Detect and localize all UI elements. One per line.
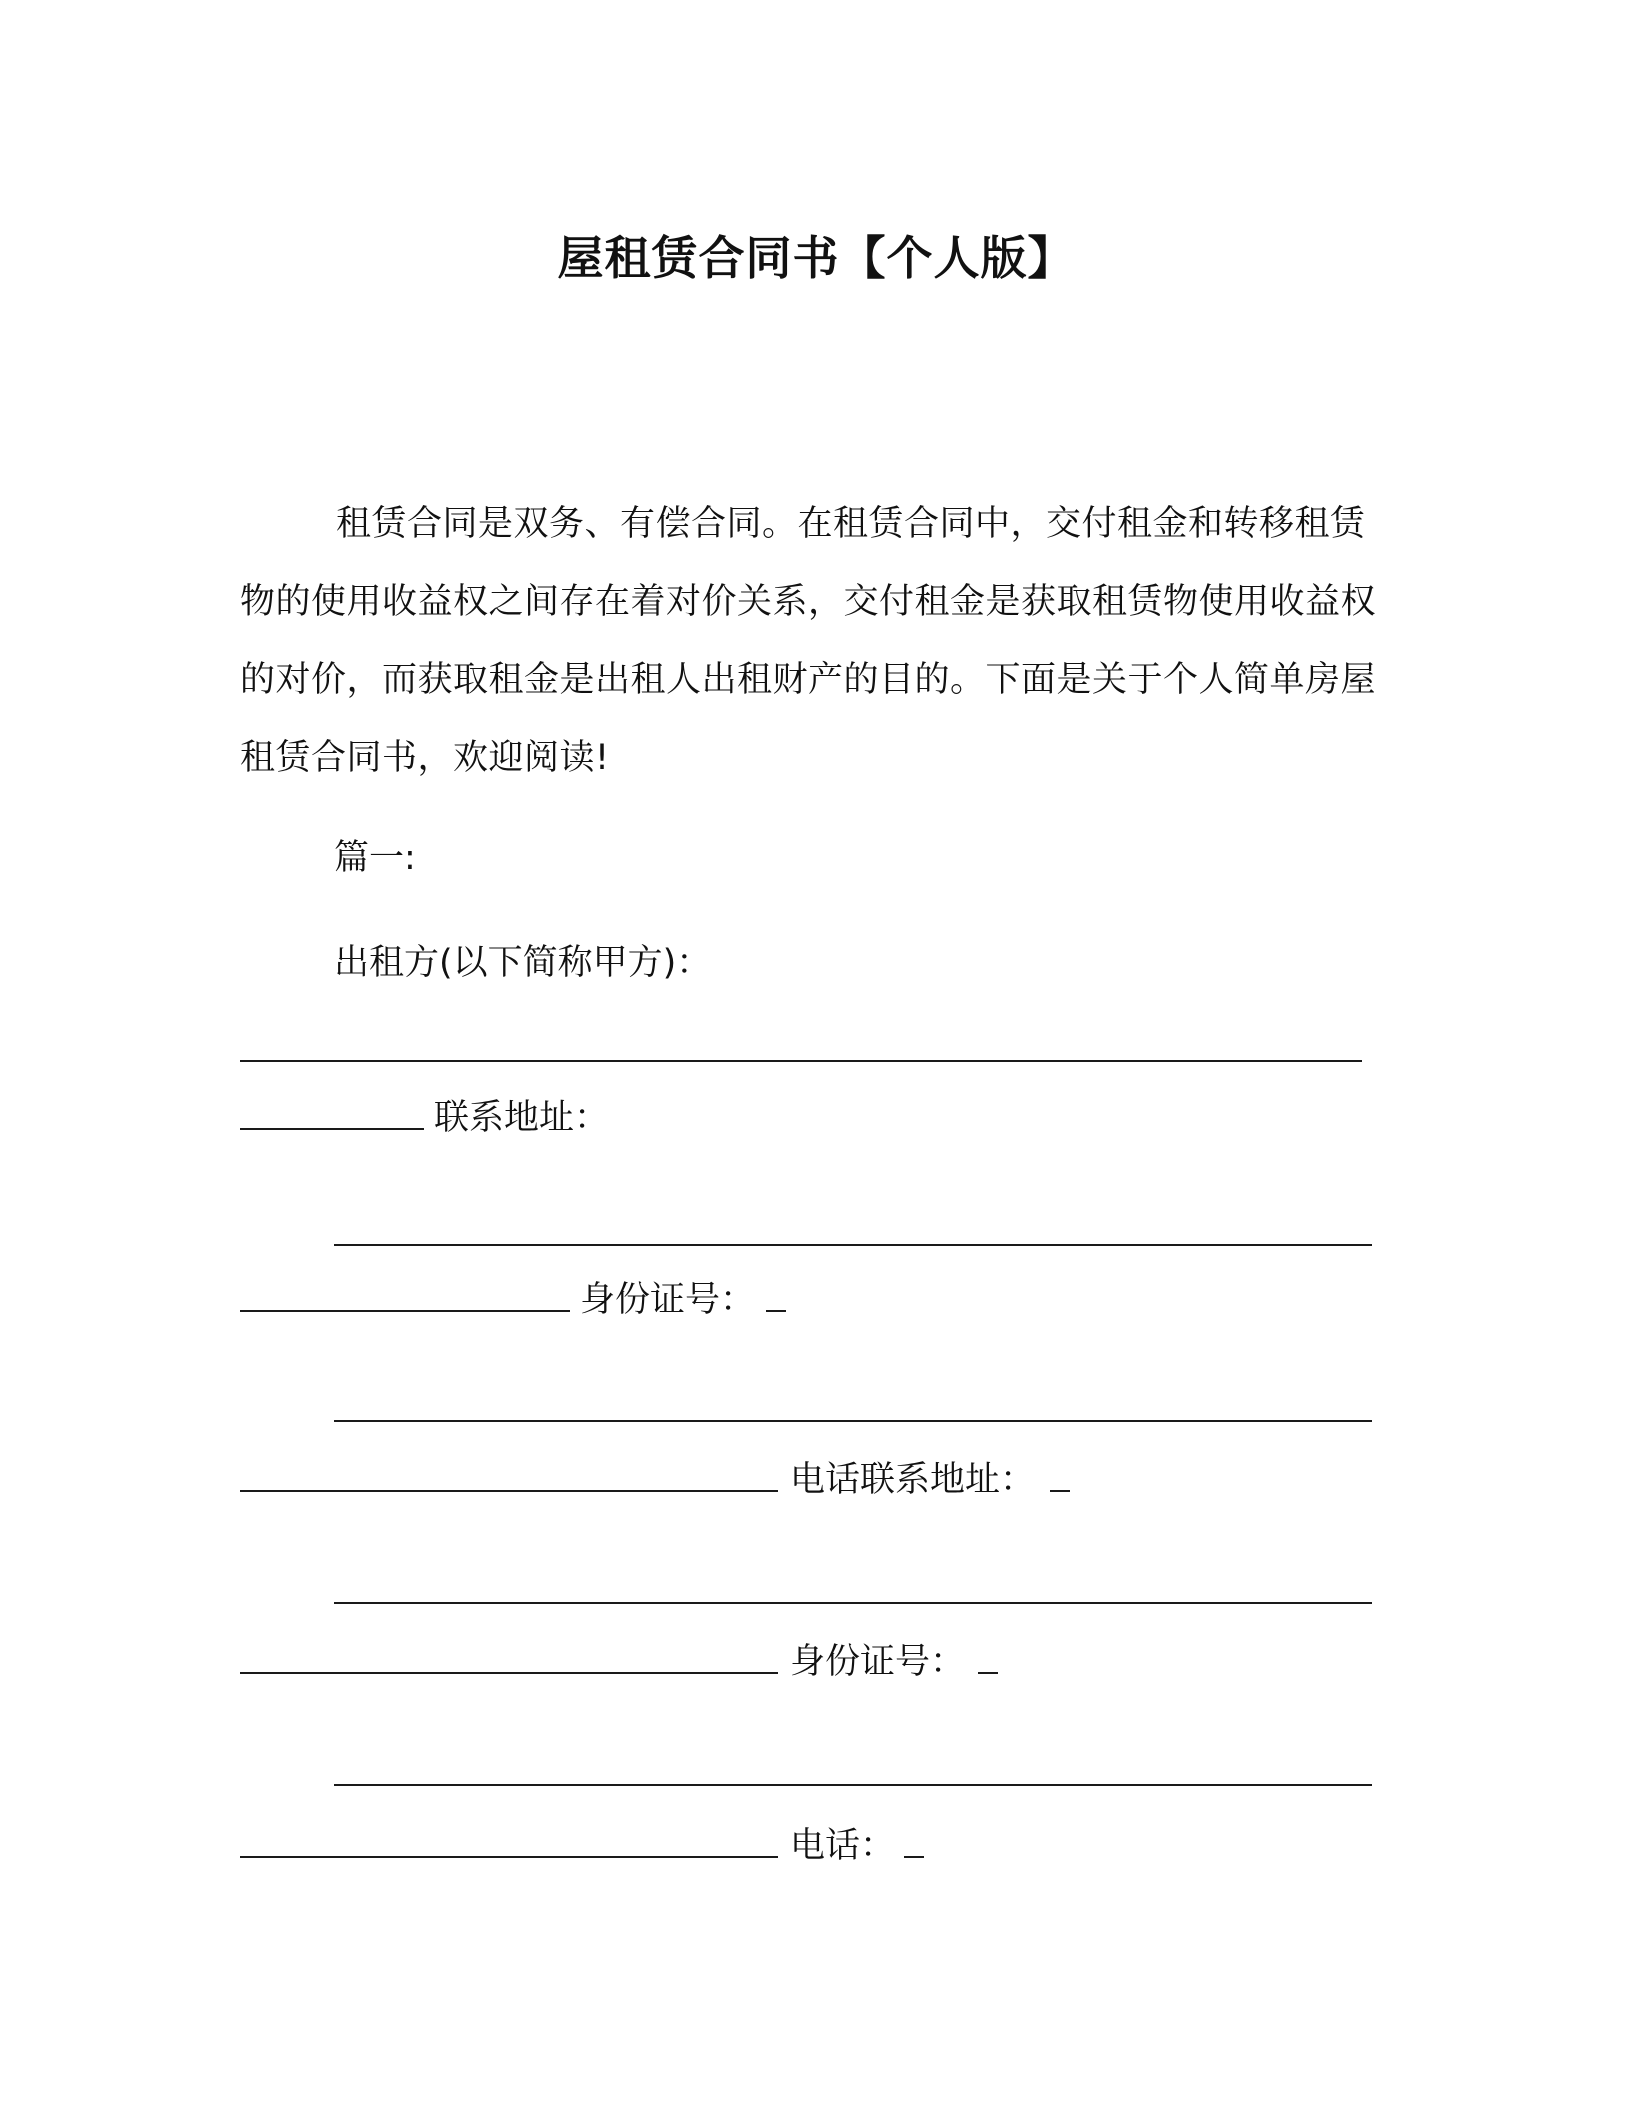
contact-address-blank-end	[240, 1310, 570, 1312]
phone-contact-address-fill	[334, 1602, 1372, 1604]
phone-contact-address-label: 电话联系地址：	[790, 1460, 1036, 1500]
contact-address-blank	[334, 1244, 1372, 1246]
lessor-name-blank	[240, 1060, 1362, 1062]
id-number-blank-1	[766, 1310, 786, 1312]
id-number-fill-2-end	[240, 1856, 778, 1858]
contact-address-label: 联系地址：	[434, 1098, 610, 1138]
phone-blank	[904, 1856, 924, 1858]
id-number-label-2: 身份证号：	[790, 1642, 966, 1682]
lessor-name-blank-end	[240, 1128, 424, 1130]
id-number-fill-1	[334, 1420, 1372, 1422]
document-title: 屋租赁合同书【个人版】	[557, 231, 1075, 285]
phone-contact-address-fill-end	[240, 1672, 778, 1674]
id-number-blank-2	[978, 1672, 998, 1674]
section-heading: 篇一:	[334, 838, 416, 878]
lessor-label: 出租方(以下简称甲方)：	[334, 943, 712, 983]
phone-contact-address-blank	[1050, 1490, 1070, 1492]
id-number-fill-2	[334, 1784, 1372, 1786]
phone-label: 电话：	[790, 1826, 896, 1866]
id-number-label-1: 身份证号：	[580, 1280, 756, 1320]
intro-paragraph: 租赁合同是双务、有偿合同。在租赁合同中，交付租金和转移租赁物的使用收益权之间存在着对价关系，交付租金是获取租赁物使用收益权的对价，而获取租金是出租人出租财产的目的。下面是关于个人简单房屋租赁合同书，欢迎阅读!	[240, 504, 1377, 778]
id-number-fill-1-end	[240, 1490, 778, 1492]
